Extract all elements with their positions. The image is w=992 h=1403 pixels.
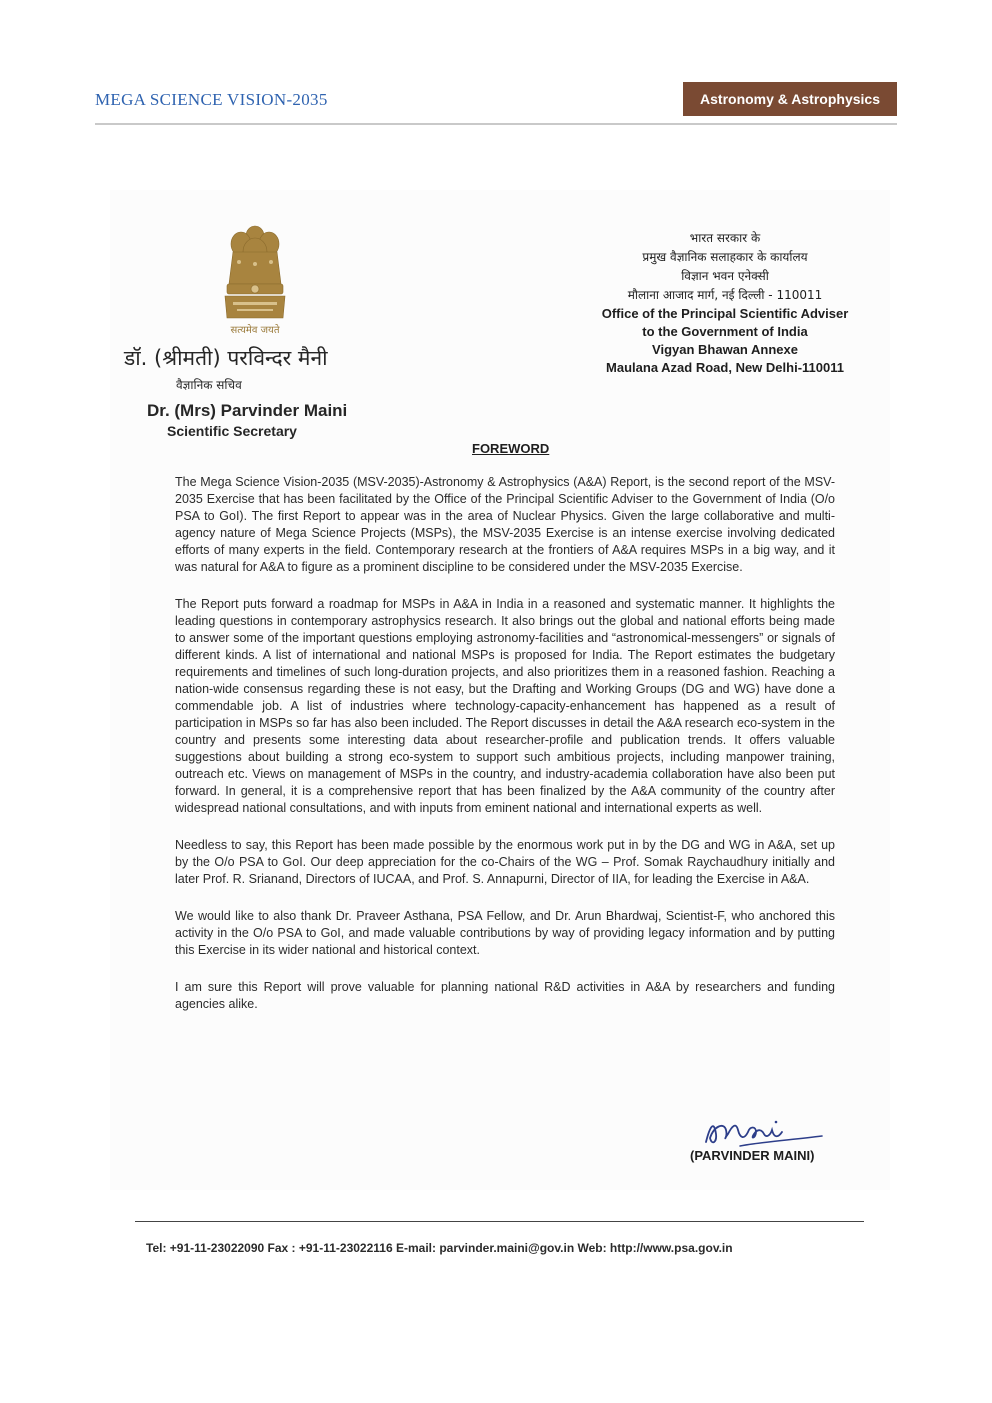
office-address-line: Maulana Azad Road, New Delhi-110011 — [606, 360, 844, 375]
footer-divider — [135, 1221, 864, 1222]
foreword-paragraph: The Mega Science Vision-2035 (MSV-2035)-Astronomy & Astrophysics (A&A) Report, is the second report of the MSV-2035 Exercise that has been facilitated by the Office of the Principal Scientific Adviser to the Government of India (O/o PSA to GoI). The first Report to appear was in the area of Nuclear Physics. Given the large collaborative and multi-agency nature of Mega Science Projects (MSPs), the MSV-2035 Exercise is an intense exercise involving dedicated efforts of many experts in the field. Contemporary research at the frontiers of A&A requires MSPs in a big way, and it was natural for A&A to figure as a prominent discipline to be considered under the MSV-2035 Exercise. — [175, 475, 835, 574]
report-series-title: MEGA SCIENCE VISION-2035 — [95, 90, 328, 109]
foreword-body — [175, 474, 835, 1013]
footer-contact-info: Tel: +91-11-23022090 Fax : +91-11-23022116 E-mail: parvinder.maini@gov.in Web: http://www.psa.gov.in — [146, 1241, 733, 1255]
header-divider — [95, 123, 897, 125]
sender-name-hindi: डॉ. (श्रीमती) परविन्दर मैनी — [124, 346, 328, 370]
foreword-paragraph: Needless to say, this Report has been made possible by the enormous work put in by the DG and WG in A&A, set up by the O/o PSA to GoI. Our deep appreciation for the co-Chairs of the WG – Prof. Somak Raychaudhury initially and later Prof. R. Srianand, Directors of IUCAA, and Prof. S. Annapurni, Director of IIA, for leading the Exercise in A&A. — [175, 838, 835, 886]
handwritten-signature — [700, 1112, 830, 1152]
sender-title-hindi: वैज्ञानिक सचिव — [176, 378, 242, 392]
foreword-paragraph: The Report puts forward a roadmap for MSPs in A&A in India in a reasoned and systematic manner. It highlights the leading questions in contemporary astrophysics research. It also brings out the global and national efforts being made to answer some of the important questions employing astronomy-facilities and “astronomical-messengers” or signals of different kinds. A list of international and national MSPs is proposed for India. The Report estimates the budgetary requirements and timelines of such long-duration projects, and also prioritizes them in a reasoned fashion. Reaching a nation-wide consensus regarding these is not easy, but the Drafting and Working Groups (DG and WG) have done a commendable job. A list of industries where technology-capacity-enhancement has happened as a result of participation in MSPs so far has also been included. The Report discusses in detail the A&A research eco-system in the country and presents some interesting data about researcher-profile and publication trends. It offers valuable suggestions about building a strong eco-system to support such ambitious projects, including manpower training, outreach etc. Views on management of MSPs in the country, and industry-academia collaboration have also been put forward. In general, it is a comprehensive report that has been finalized by the A&A community of the country after widespread national consultations, and with inputs from eminent national and international experts as well. — [175, 597, 835, 815]
national-emblem-icon — [219, 222, 291, 324]
office-address-hindi-line: मौलाना आजाद मार्ग, नई दिल्ली - 110011 — [627, 288, 823, 302]
office-address-hindi-line: भारत सरकार के — [689, 231, 761, 245]
section-tag: Astronomy & Astrophysics — [683, 82, 897, 116]
foreword-paragraph: We would like to also thank Dr. Praveer Asthana, PSA Fellow, and Dr. Arun Bhardwaj, Scientist-F, who anchored this activity in the O/o PSA to GoI, and made valuable contributions by way of providing legacy information and by putting this Exercise in its wider national and historical context. — [175, 909, 835, 957]
foreword-paragraph: I am sure this Report will prove valuable for planning national R&D activities in A&A by researchers and funding agencies alike. — [175, 980, 835, 1011]
office-address-hindi-line: प्रमुख वैज्ञानिक सलाहकार के कार्यालय — [642, 250, 808, 264]
office-address-line: Office of the Principal Scientific Adviser — [601, 306, 849, 321]
sender-name: Dr. (Mrs) Parvinder Maini — [147, 401, 348, 420]
office-address-hindi-line: विज्ञान भवन एनेक्सी — [681, 269, 769, 283]
office-address-line: Vigyan Bhawan Annexe — [652, 342, 798, 357]
office-address-line: to the Government of India — [642, 324, 808, 339]
signatory-name: (PARVINDER MAINI) — [690, 1148, 815, 1163]
foreword-heading: FOREWORD — [472, 441, 550, 456]
office-address — [560, 229, 890, 377]
sender-title: Scientific Secretary — [167, 423, 297, 439]
emblem-motto: सत्यमेव जयते — [230, 325, 280, 336]
